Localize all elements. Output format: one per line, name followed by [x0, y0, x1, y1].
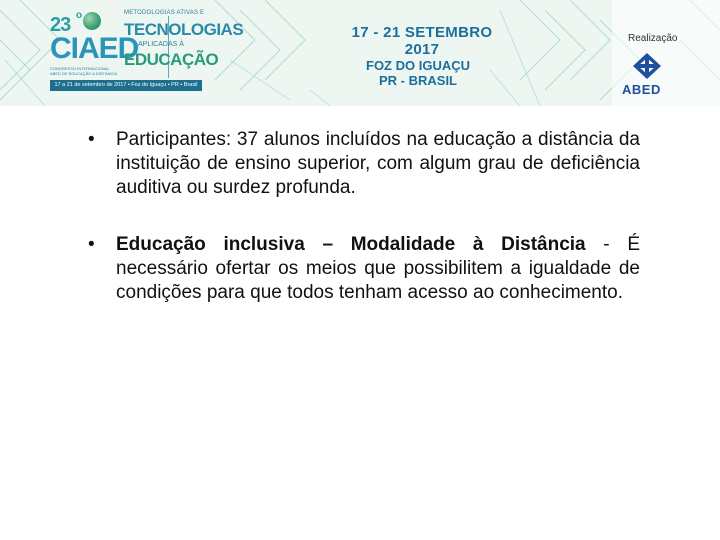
- realizacao-label: Realização: [628, 33, 678, 44]
- theme-line-2: TECNOLOGIAS: [124, 20, 244, 39]
- event-location: [356, 58, 480, 88]
- abed-logo-icon: [632, 52, 662, 80]
- theme-line-4: EDUCAÇÃO: [124, 50, 219, 69]
- theme-title: [124, 10, 244, 76]
- logo-name: CIAED: [50, 32, 139, 65]
- bullet-text: - É necessário ofertar os meios que possibilitem a igualdade de condições para que todos tenham acesso ao conhecimento.: [116, 234, 640, 303]
- theme-line-3: APLICADAS À: [138, 41, 184, 48]
- location-line-2: PR - BRASIL: [379, 73, 457, 88]
- location-line-1: FOZ DO IGUAÇU: [366, 58, 470, 73]
- abed-name: ABED: [622, 82, 661, 97]
- slide-content: [80, 128, 640, 338]
- info-strip: 17 a 21 de setembro de 2017 • Foz do Iguaçu • PR • Brasil: [50, 80, 202, 91]
- header-banner: [0, 0, 720, 106]
- logo-edition-sup: o: [76, 10, 83, 21]
- logo-subtitle: CONGRESSO INTERNACIONAL ABED DE EDUCAÇÃO A DISTÂNCIA: [50, 66, 118, 76]
- bullet-item-inclusive-education: [80, 233, 640, 305]
- theme-line-1: METODOLOGIAS ATIVAS E: [124, 10, 205, 16]
- bullet-item-participants: [80, 128, 640, 200]
- logo-edition: 23: [50, 14, 71, 36]
- globe-icon: [83, 12, 101, 30]
- bullet-text-wrapper: [116, 233, 640, 305]
- event-dates: 17 - 21 SETEMBRO 2017: [351, 24, 493, 58]
- bullet-text: Participantes: 37 alunos incluídos na educação a distância da instituição de ensino superior, com algum grau de deficiência auditiva ou surdez profunda.: [116, 129, 640, 198]
- bullet-marker: •: [88, 129, 95, 150]
- bullet-marker: •: [88, 234, 95, 255]
- bullet-title: Educação inclusiva – Modalidade à Distância: [116, 234, 586, 255]
